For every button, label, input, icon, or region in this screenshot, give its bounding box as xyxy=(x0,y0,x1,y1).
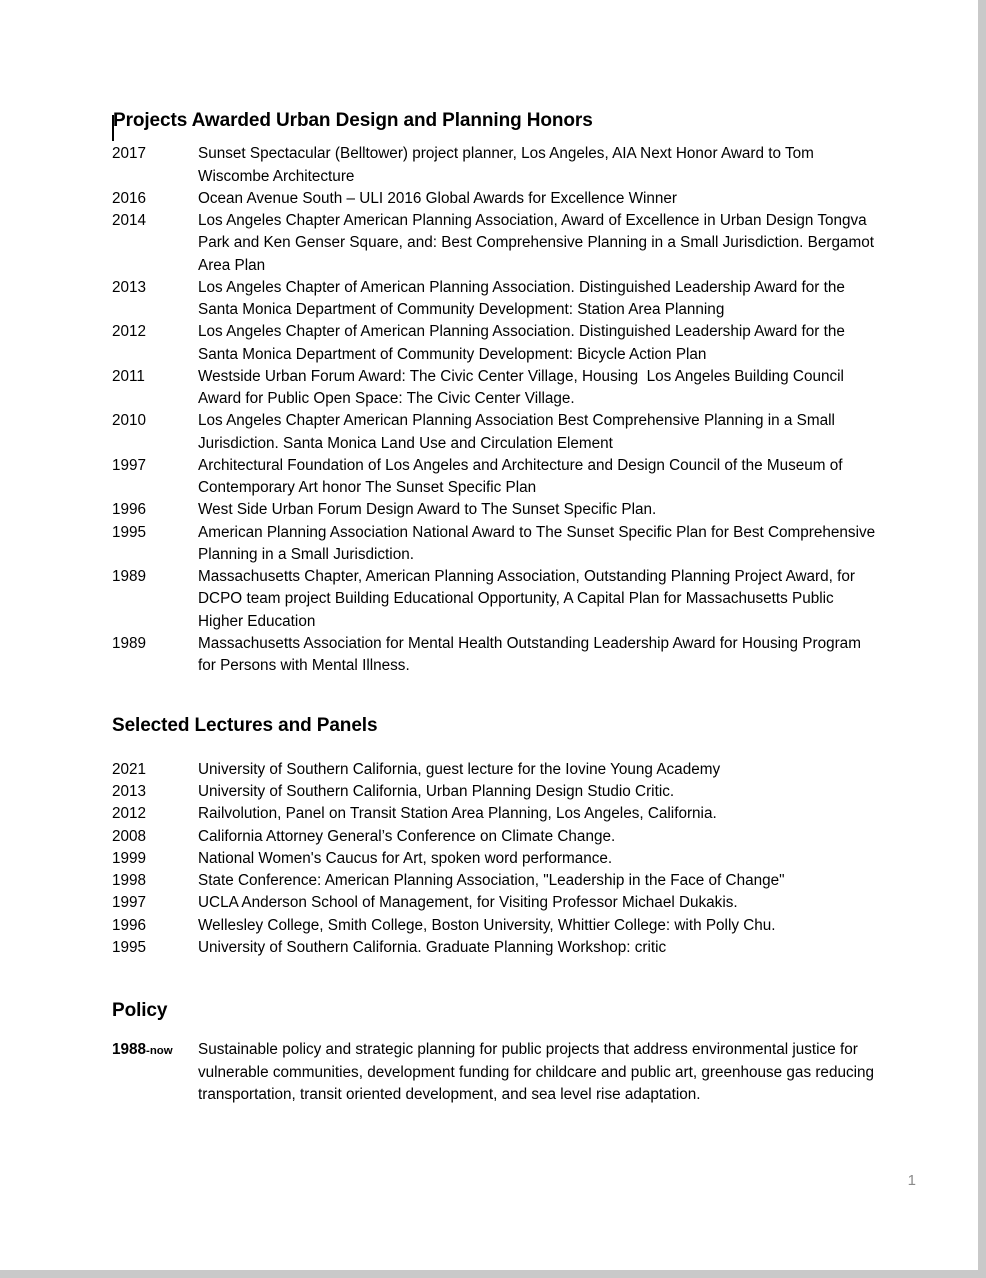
award-year: 1989 xyxy=(112,568,147,586)
lecture-year: 1997 xyxy=(112,894,147,912)
award-year: 2012 xyxy=(112,323,147,341)
section-policy xyxy=(112,1000,882,1106)
award-year: 2013 xyxy=(112,278,147,296)
section-awards xyxy=(112,110,882,677)
policy-year-suffix: -now xyxy=(146,1045,173,1058)
award-description: Sunset Spectacular (Belltower) project planner, Los Angeles, AIA Next Honor Award to Tom Wiscombe Architecture xyxy=(198,145,819,185)
lecture-entry xyxy=(112,848,882,870)
lecture-description: University of Southern California. Graduate Planning Workshop: critic xyxy=(198,938,667,956)
lecture-entry xyxy=(112,937,882,959)
lecture-year: 2012 xyxy=(112,805,147,823)
lecture-entry xyxy=(112,870,882,892)
lecture-description: Railvolution, Panel on Transit Station Area Planning, Los Angeles, California. xyxy=(198,805,717,823)
lecture-description: University of Southern California, guest lecture for the Iovine Young Academy xyxy=(198,760,721,778)
award-year: 2016 xyxy=(112,189,147,207)
lecture-year: 1998 xyxy=(112,872,147,890)
award-description: Architectural Foundation of Los Angeles and Architecture and Design Council of the Museum of Contemporary Art honor The Sunset Specific Plan xyxy=(198,456,847,497)
policy-year xyxy=(112,1039,198,1061)
policy-description: Sustainable policy and strategic planning for public projects that address environmental justice for vulnerable communities, development funding for childcare and public art, greenhouse gas reducing transportation, transit oriented development, and sea level rise adaptation. xyxy=(198,1041,879,1103)
page-number: 1 xyxy=(907,1172,916,1189)
lecture-description: California Attorney General’s Conference on Climate Change. xyxy=(198,827,616,845)
lecture-entry xyxy=(112,892,882,914)
lecture-year: 2008 xyxy=(112,827,147,845)
document-body xyxy=(112,110,882,1106)
lecture-entry xyxy=(112,803,882,825)
lecture-description: State Conference: American Planning Association, "Leadership in the Face of Change" xyxy=(198,872,785,890)
award-entry xyxy=(112,455,882,500)
award-entry xyxy=(112,188,882,210)
lecture-entry xyxy=(112,826,882,848)
award-year: 2011 xyxy=(112,367,145,385)
lecture-year: 1995 xyxy=(112,938,147,956)
award-entry xyxy=(112,143,882,188)
award-year: 2014 xyxy=(112,212,147,230)
award-entry xyxy=(112,277,882,322)
award-description: Ocean Avenue South – ULI 2016 Global Awards for Excellence Winner xyxy=(198,189,678,207)
award-entry xyxy=(112,210,882,277)
award-description: West Side Urban Forum Design Award to The Sunset Specific Plan. xyxy=(198,501,657,519)
award-description: Los Angeles Chapter of American Planning Association. Distinguished Leadership Award for the Santa Monica Department of Community Development: Station Area Planning xyxy=(198,278,850,319)
award-description: Los Angeles Chapter American Planning Association Best Comprehensive Planning in a Small Jurisdiction. Santa Monica Land Use and Circulation Element xyxy=(198,412,840,452)
award-entry xyxy=(112,566,882,633)
lectures-entry-list xyxy=(112,759,882,959)
award-year: 2010 xyxy=(112,412,147,430)
lecture-entry xyxy=(112,915,882,937)
lecture-entry xyxy=(112,759,882,781)
award-entry xyxy=(112,633,882,678)
section-heading-awards: Projects Awarded Urban Design and Planning Honors xyxy=(113,110,593,131)
policy-entry-list xyxy=(112,1039,882,1106)
lecture-description: University of Southern California, Urban Planning Design Studio Critic. xyxy=(198,783,675,801)
award-entry xyxy=(112,366,882,411)
award-year: 1995 xyxy=(112,523,147,541)
award-description: Los Angeles Chapter American Planning Association, Award of Excellence in Urban Design Tongva Park and Ken Genser Square, and: Best Comprehensive Planning in a Small Jurisdiction. Bergamot Area Plan xyxy=(198,212,878,274)
awards-entry-list xyxy=(112,143,882,677)
lecture-year: 2013 xyxy=(112,783,147,801)
lecture-description: Wellesley College, Smith College, Boston University, Whittier College: with Polly Chu. xyxy=(198,916,776,934)
award-entry xyxy=(112,499,882,521)
award-description: Massachusetts Chapter, American Planning Association, Outstanding Planning Project Award, for DCPO team project Building Educational Opportunity, A Capital Plan for Massachusetts Public Higher Education xyxy=(198,568,860,630)
award-year: 1989 xyxy=(112,634,147,652)
award-description: Los Angeles Chapter of American Planning Association. Distinguished Leadership Award for the Santa Monica Department of Community Development: Bicycle Action Plan xyxy=(198,323,850,363)
lecture-year: 1999 xyxy=(112,849,147,867)
award-entry xyxy=(112,321,882,366)
lecture-year: 2021 xyxy=(112,760,147,778)
award-description: Massachusetts Association for Mental Health Outstanding Leadership Award for Housing Program for Persons with Mental Illness. xyxy=(198,634,866,675)
award-description: Westside Urban Forum Award: The Civic Center Village, Housing Los Angeles Building Council Award for Public Open Space: The Civic Center Village. xyxy=(198,367,848,408)
award-year: 1997 xyxy=(112,456,147,474)
section-heading-policy: Policy xyxy=(112,1000,168,1022)
award-year: 2017 xyxy=(112,145,147,163)
section-lectures xyxy=(112,715,882,959)
policy-entry xyxy=(112,1039,882,1106)
section-heading-lectures: Selected Lectures and Panels xyxy=(112,715,378,737)
award-year: 1996 xyxy=(112,501,147,519)
award-entry xyxy=(112,410,882,455)
lecture-year: 1996 xyxy=(112,916,147,934)
award-description: American Planning Association National Award to The Sunset Specific Plan for Best Comprehensive Planning in a Small Jurisdiction. xyxy=(198,523,880,563)
lecture-entry xyxy=(112,781,882,803)
award-entry xyxy=(112,522,882,567)
policy-year-main: 1988 xyxy=(112,1041,147,1059)
lecture-description: National Women's Caucus for Art, spoken word performance. xyxy=(198,849,613,867)
lecture-description: UCLA Anderson School of Management, for Visiting Professor Michael Dukakis. xyxy=(198,894,738,912)
